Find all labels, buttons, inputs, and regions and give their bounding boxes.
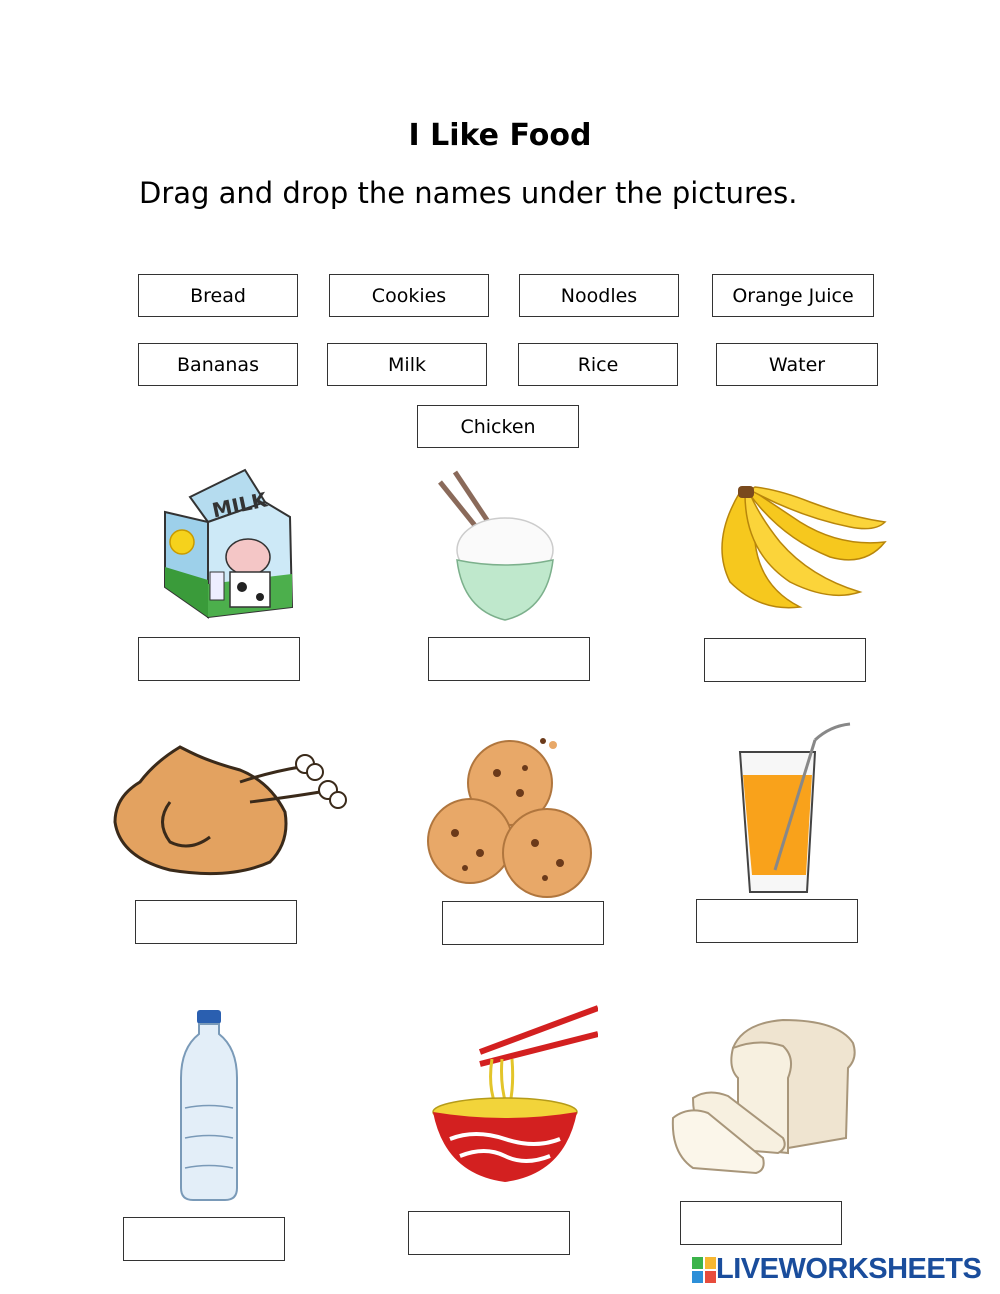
noodles-icon — [430, 1004, 598, 1190]
answer-box-rice-bowl[interactable] — [428, 637, 590, 681]
orange-juice-icon — [735, 720, 855, 900]
word-tile-rice[interactable]: Rice — [518, 343, 678, 386]
bread-icon — [668, 1018, 858, 1180]
answer-box-milk-carton[interactable] — [138, 637, 300, 681]
word-tile-milk[interactable]: Milk — [327, 343, 487, 386]
word-tile-bananas[interactable]: Bananas — [138, 343, 298, 386]
word-tile-chicken[interactable]: Chicken — [417, 405, 579, 448]
instruction-text: Drag and drop the names under the pictures. — [139, 176, 798, 210]
milk-carton-icon — [160, 462, 300, 626]
word-tile-water[interactable]: Water — [716, 343, 878, 386]
answer-box-roast-chicken[interactable] — [135, 900, 297, 944]
word-tile-noodles[interactable]: Noodles — [519, 274, 679, 317]
svg-text:MILK: MILK — [209, 487, 270, 523]
liveworksheets-logo — [692, 1253, 981, 1286]
word-tile-cookies[interactable]: Cookies — [329, 274, 489, 317]
worksheet-title: I Like Food — [408, 118, 592, 153]
answer-box-bread[interactable] — [680, 1201, 842, 1245]
water-bottle-icon — [175, 1008, 245, 1206]
cookies-icon — [425, 733, 595, 907]
answer-box-bananas[interactable] — [704, 638, 866, 682]
word-tile-bread[interactable]: Bread — [138, 274, 298, 317]
answer-box-noodles[interactable] — [408, 1211, 570, 1255]
answer-box-water-bottle[interactable] — [123, 1217, 285, 1261]
liveworksheets-logo-icon — [692, 1257, 716, 1283]
word-tile-orange-juice[interactable]: Orange Juice — [712, 274, 874, 317]
rice-bowl-icon — [435, 470, 575, 632]
answer-box-cookies[interactable] — [442, 901, 604, 945]
bananas-icon — [700, 482, 890, 618]
answer-box-orange-juice[interactable] — [696, 899, 858, 943]
roast-chicken-icon — [110, 742, 348, 882]
liveworksheets-logo-text: LIVEWORKSHEETS — [716, 1253, 982, 1285]
